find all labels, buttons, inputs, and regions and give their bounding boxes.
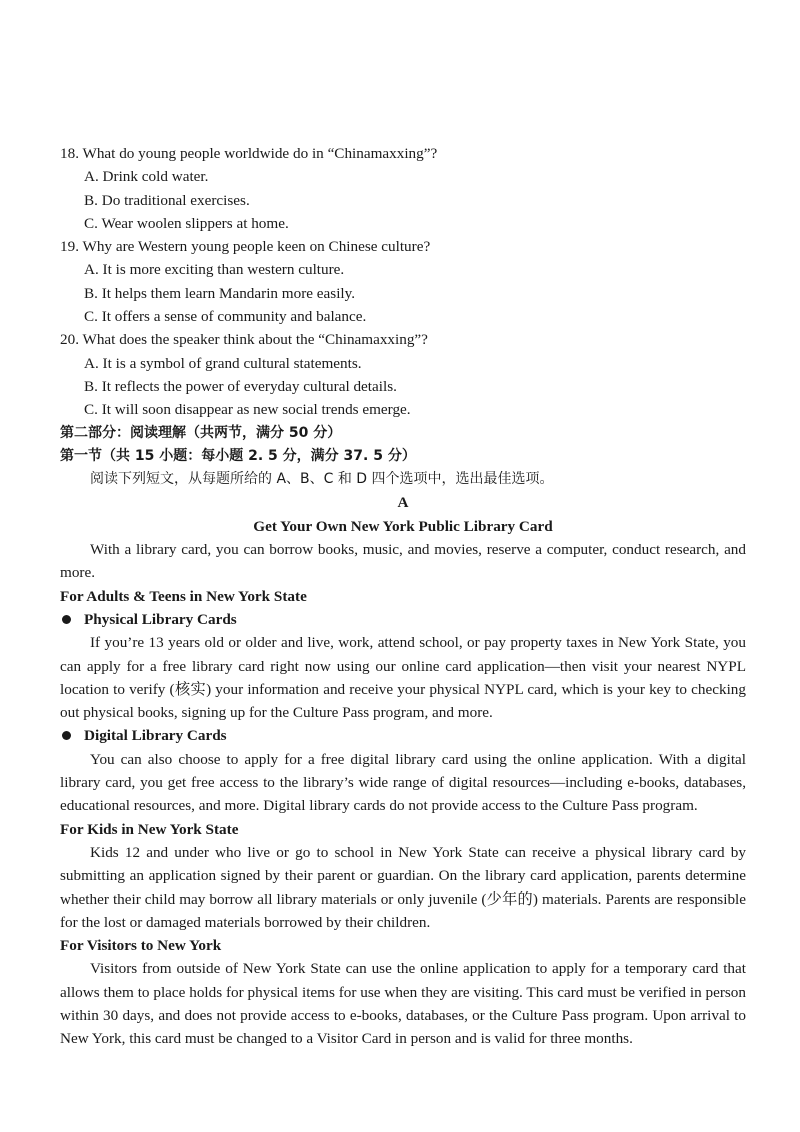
adults-heading: For Adults & Teens in New York State [60, 587, 307, 605]
option-b: B. Do traditional exercises. [84, 191, 250, 209]
option-c: C. It will soon disappear as new social trends emerge. [84, 401, 411, 419]
bullet-icon [62, 731, 71, 740]
intro-paragraph: With a library card, you can borrow books, music, and movies, reserve a computer, conduct research, and more. [60, 541, 746, 582]
question-stem: 20. What does the speaker think about the “Chinamaxxing”? [60, 331, 428, 349]
physical-cards-heading [60, 608, 746, 631]
passage-title: Get Your Own New York Public Library Card [253, 517, 553, 535]
digital-cards-paragraph: You can also choose to apply for a free digital library card using the online application. With a digital library card, you get free access to the library’s wide range of digital resources—including e-books, databases, educational resources, and more. Digital library cards do not provide access to the Culture Pass program. [60, 750, 746, 815]
question-19 [60, 235, 746, 328]
digital-cards-heading [60, 724, 746, 747]
option-a: A. It is a symbol of grand cultural statements. [84, 354, 362, 372]
physical-cards-paragraph: If you’re 13 years old or older and live, work, attend school, or pay property taxes in New York State, you can apply for a free library card right now using our online card application—then visit your nearest NYPL location to verify (核实) your information and receive your physical NYPL card, which is your key to checking out physical books, signing up for the Culture Pass program, and more. [60, 634, 746, 722]
question-20 [60, 328, 746, 421]
part-heading: 第二部分：阅读理解（共两节，满分 50 分） [60, 424, 342, 441]
option-a: A. Drink cold water. [84, 168, 209, 186]
option-a: A. It is more exciting than western culture. [84, 261, 345, 279]
question-stem: 19. Why are Western young people keen on Chinese culture? [60, 238, 431, 256]
kids-paragraph: Kids 12 and under who live or go to school in New York State can receive a physical library card by submitting an application signed by their parent or guardian. On the library card application, parents determine whether their child may borrow all library materials or only juvenile (少年的) materials. Parents are responsible for the lost or damaged materials borrowed by their children. [60, 843, 746, 931]
digital-cards-label: Digital Library Cards [84, 727, 227, 745]
section-heading: 第一节（共 15 小题：每小题 2. 5 分，满分 37. 5 分） [60, 447, 416, 464]
question-stem: 18. What do young people worldwide do in “Chinamaxxing”? [60, 145, 438, 162]
passage-letter: A [397, 494, 409, 512]
kids-heading: For Kids in New York State [60, 820, 239, 838]
bullet-icon [62, 615, 71, 624]
question-18 [60, 142, 746, 235]
visitors-paragraph: Visitors from outside of New York State can use the online application to apply for a temporary card that allows them to place holds for physical items for use when they are visiting. This card must be verified in person within 30 days, and does not provide access to e-books, databases, or the Culture Pass program. Upon arrival to New York, this card must be changed to a Visitor Card in person and is valid for three months. [60, 960, 746, 1048]
physical-cards-label: Physical Library Cards [84, 610, 237, 628]
option-b: B. It helps them learn Mandarin more easily. [84, 284, 356, 302]
instructions: 阅读下列短文，从每题所给的 A、B、C 和 D 四个选项中，选出最佳选项。 [90, 471, 554, 488]
option-b: B. It reflects the power of everyday cultural details. [84, 377, 397, 395]
option-c: C. Wear woolen slippers at home. [84, 214, 289, 232]
visitors-heading: For Visitors to New York [60, 937, 222, 955]
exam-page [60, 142, 746, 1051]
option-c: C. It offers a sense of community and balance. [84, 308, 367, 326]
